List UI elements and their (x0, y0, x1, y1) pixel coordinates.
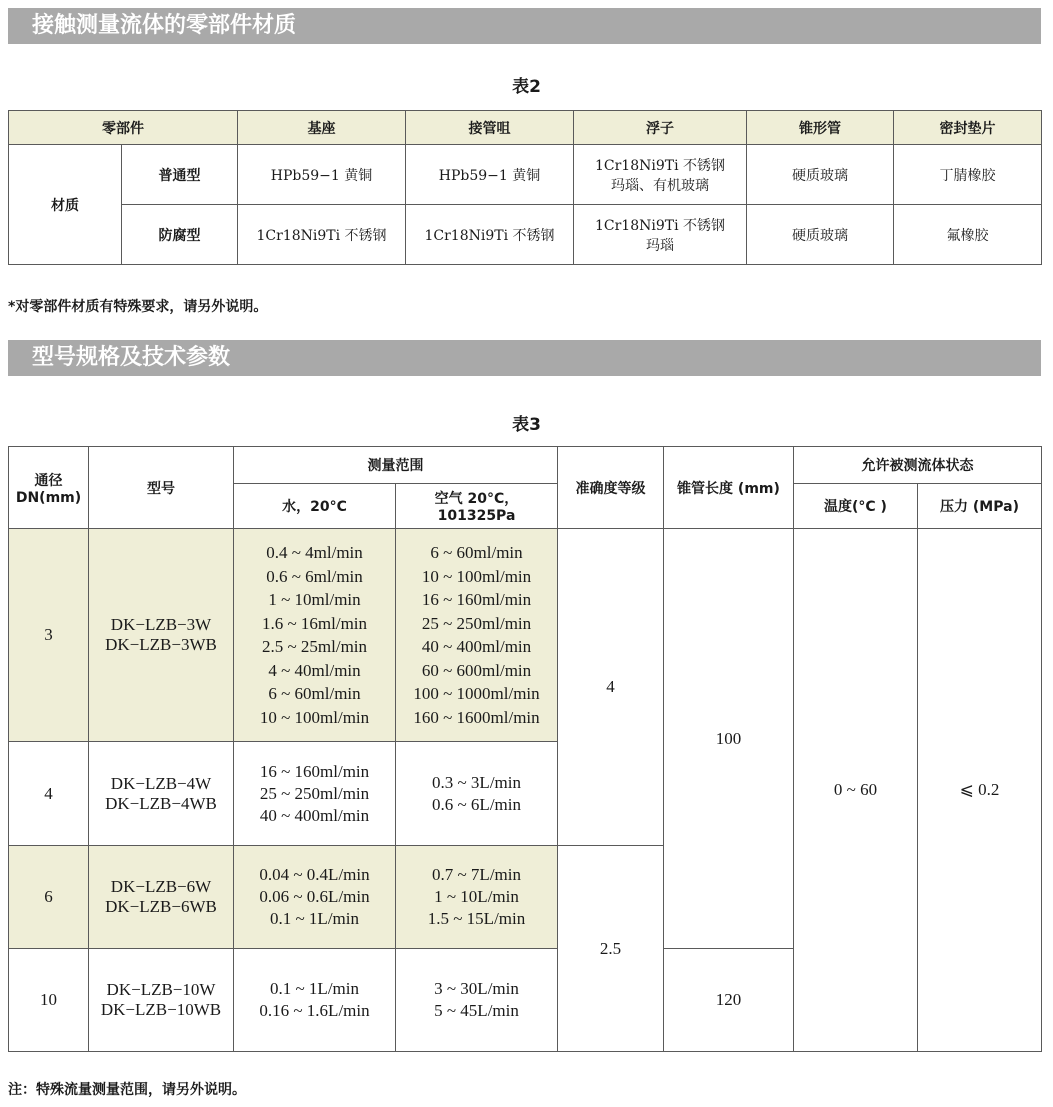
header-dn (9, 447, 89, 529)
cell-water-range (234, 949, 396, 1052)
model-line: DK−LZB−3WB (105, 635, 217, 654)
header-part: 零部件 (9, 111, 238, 145)
model-line: DK−LZB−4WB (105, 793, 217, 813)
header-gasket: 密封垫片 (894, 111, 1042, 145)
cell-water-range (234, 529, 396, 742)
range-line: 6 ~ 60ml/min (268, 684, 361, 703)
section-banner-materials: 接触测量流体的零部件材质 (8, 8, 1041, 44)
cell-tube-length: 100 (664, 529, 794, 949)
cell-dn: 3 (9, 529, 89, 742)
cell-water-range (234, 846, 396, 949)
range-line: 10 ~ 100ml/min (259, 707, 370, 727)
header-nozzle: 接管咀 (406, 111, 574, 145)
range-line: 0.6 ~ 6ml/min (266, 566, 363, 586)
cell-nozzle: 1Cr18Ni9Ti 不锈钢 (406, 205, 574, 265)
range-line: 40 ~ 400ml/min (259, 805, 370, 825)
cell-air-range (396, 846, 558, 949)
model-line: DK−LZB−6W (110, 877, 212, 896)
range-line: 25 ~ 250ml/min (259, 783, 370, 803)
cell-air-range (396, 742, 558, 846)
range-line: 3 ~ 30L/min (434, 979, 519, 998)
range-line: 0.1 ~ 1L/min (269, 979, 359, 998)
section-banner-specs: 型号规格及技术参数 (8, 340, 1041, 376)
header-air (396, 484, 558, 529)
cell-dn: 6 (9, 846, 89, 949)
float-line: 1Cr18Ni9Ti 不锈钢 (594, 217, 726, 234)
header-air-line1: 空气 20°C， (434, 491, 519, 507)
range-line: 0.4 ~ 4ml/min (266, 543, 363, 562)
type-standard: 普通型 (122, 145, 238, 205)
type-anticorrosion: 防腐型 (122, 205, 238, 265)
model-line: DK−LZB−10W (106, 980, 216, 999)
range-line: 16 ~ 160ml/min (259, 761, 370, 781)
header-dn-line1: 通径 (34, 472, 63, 489)
range-line: 0.16 ~ 1.6L/min (259, 1001, 370, 1020)
header-accuracy: 准确度等级 (558, 447, 664, 529)
header-cone-tube: 锥形管 (747, 111, 894, 145)
range-line: 5 ~ 45L/min (434, 1001, 519, 1020)
range-line: 1 ~ 10L/min (434, 887, 519, 906)
model-line: DK−LZB−10WB (100, 1000, 222, 1019)
cell-base: HPb59−1 黄铜 (238, 145, 406, 205)
header-float: 浮子 (574, 111, 747, 145)
row-group-material: 材质 (9, 145, 122, 265)
header-water: 水，20°C (234, 484, 396, 529)
range-line: 100 ~ 1000ml/min (413, 684, 540, 703)
header-tube-length: 锥管长度 (mm) (664, 447, 794, 529)
materials-table (8, 110, 1042, 265)
range-line: 10 ~ 100ml/min (421, 566, 532, 586)
header-range: 测量范围 (234, 447, 558, 484)
range-line: 0.6 ~ 6L/min (431, 794, 521, 814)
cell-models (89, 529, 234, 742)
cell-tube: 硬质玻璃 (747, 145, 894, 205)
cell-nozzle: HPb59−1 黄铜 (406, 145, 574, 205)
cell-tube-length: 120 (664, 949, 794, 1052)
range-line: 2.5 ~ 25ml/min (261, 637, 368, 656)
range-line: 40 ~ 400ml/min (421, 637, 532, 656)
cell-air-range (396, 529, 558, 742)
cell-dn: 4 (9, 742, 89, 846)
range-line: 0.7 ~ 7L/min (431, 865, 521, 884)
cell-accuracy: 4 (558, 529, 664, 846)
range-line: 16 ~ 160ml/min (421, 590, 532, 609)
header-pressure: 压力 (MPa) (918, 484, 1042, 529)
cell-float (574, 205, 747, 265)
range-line: 4 ~ 40ml/min (268, 660, 361, 680)
range-line: 6 ~ 60ml/min (430, 543, 523, 562)
model-line: DK−LZB−6WB (105, 897, 217, 916)
header-temperature: 温度(°C ) (794, 484, 918, 529)
range-line: 1.5 ~ 15L/min (427, 909, 526, 928)
cell-float (574, 145, 747, 205)
table2-caption: 表2 (512, 77, 541, 97)
model-line: DK−LZB−3W (110, 615, 212, 634)
range-line: 0.1 ~ 1L/min (269, 909, 359, 928)
range-line: 0.3 ~ 3L/min (431, 772, 521, 792)
range-line: 60 ~ 600ml/min (421, 660, 532, 680)
header-base: 基座 (238, 111, 406, 145)
cell-dn: 10 (9, 949, 89, 1052)
float-line: 玛瑙 (646, 237, 674, 254)
cell-gasket: 氟橡胶 (894, 205, 1042, 265)
range-line: 1.6 ~ 16ml/min (261, 613, 368, 633)
specs-table (8, 446, 1042, 1052)
cell-models (89, 742, 234, 846)
cell-pressure: ⩽ 0.2 (918, 529, 1042, 1052)
cell-water-range (234, 742, 396, 846)
table3-caption: 表3 (512, 415, 541, 435)
cell-temperature: 0 ~ 60 (794, 529, 918, 1052)
header-model: 型号 (89, 447, 234, 529)
cell-gasket: 丁腈橡胶 (894, 145, 1042, 205)
cell-models (89, 846, 234, 949)
range-line: 0.06 ~ 0.6L/min (259, 887, 370, 906)
range-line: 0.04 ~ 0.4L/min (259, 865, 370, 884)
cell-tube: 硬质玻璃 (747, 205, 894, 265)
range-line: 1 ~ 10ml/min (268, 590, 361, 609)
range-line: 160 ~ 1600ml/min (413, 707, 540, 727)
specs-note: 注：特殊流量测量范围，请另外说明。 (8, 1082, 246, 1098)
range-line: 25 ~ 250ml/min (421, 613, 532, 633)
cell-accuracy: 2.5 (558, 846, 664, 1052)
header-fluid-state: 允许被测流体状态 (794, 447, 1042, 484)
cell-air-range (396, 949, 558, 1052)
cell-models (89, 949, 234, 1052)
cell-base: 1Cr18Ni9Ti 不锈钢 (238, 205, 406, 265)
float-line: 1Cr18Ni9Ti 不锈钢 (594, 157, 726, 174)
materials-note: *对零部件材质有特殊要求，请另外说明。 (8, 299, 268, 315)
header-air-line2: 101325Pa (437, 508, 516, 524)
header-dn-line2: DN(mm) (15, 489, 82, 506)
model-line: DK−LZB−4W (110, 773, 212, 793)
float-line: 玛瑙、有机玻璃 (611, 177, 709, 194)
